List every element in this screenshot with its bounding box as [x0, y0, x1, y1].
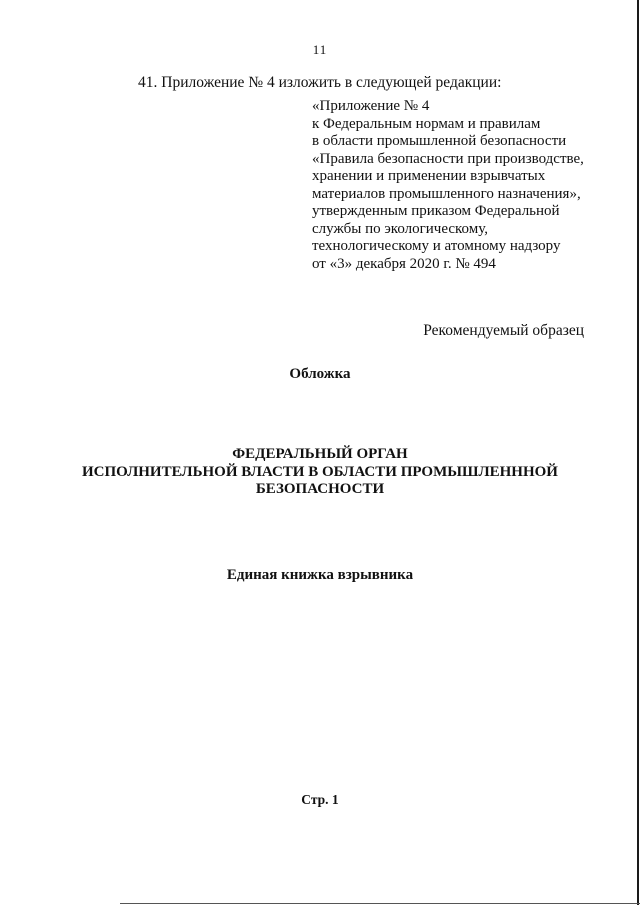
page-bottom-edge	[120, 903, 640, 904]
book-title: Единая книжка взрывника	[226, 567, 414, 583]
cover-heading: Обложка	[289, 366, 351, 382]
appendix-header-line: к Федеральным нормам и правилам	[312, 115, 541, 132]
appendix-header-line: материалов промышленного назначения»,	[312, 185, 581, 202]
amendment-item: 41. Приложение № 4 изложить в следующей редакции:	[138, 74, 502, 91]
agency-title-line: БЕЗОПАСНОСТИ	[255, 481, 385, 497]
page-number: 11	[312, 42, 328, 57]
agency-title-line: ИСПОЛНИТЕЛЬНОЙ ВЛАСТИ В ОБЛАСТИ ПРОМЫШЛЕНННОЙ	[82, 463, 558, 480]
appendix-header-line: службы по экологическому,	[312, 220, 488, 237]
appendix-header-line: хранении и применении взрывчатых	[312, 168, 546, 184]
agency-title-line: ФЕДЕРАЛЬНЫЙ ОРГАН	[232, 446, 408, 462]
appendix-header-line: утвержденным приказом Федеральной	[312, 203, 560, 219]
appendix-header-line: «Приложение № 4	[312, 98, 430, 114]
appendix-header-line: технологическому и атомному надзору	[312, 238, 561, 254]
appendix-header-line: в области промышленной безопасности	[312, 133, 567, 149]
agency-title	[0, 446, 640, 499]
page-label: Стр. 1	[301, 792, 339, 807]
appendix-header-line: «Правила безопасности при производстве,	[312, 150, 584, 167]
appendix-header-block	[312, 98, 612, 273]
recommended-sample-label: Рекомендуемый образец	[423, 322, 584, 339]
appendix-header-line: от «3» декабря 2020 г. № 494	[312, 255, 496, 272]
